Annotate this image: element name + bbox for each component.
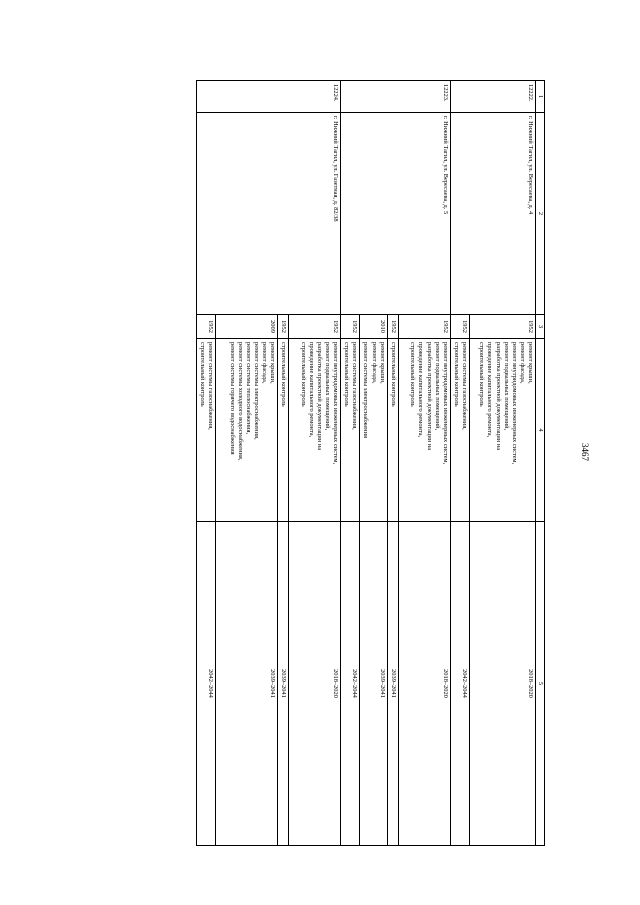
work-item: ремонт системы электроснабжения, <box>252 342 260 440</box>
work-item: строительный контроль <box>478 342 486 407</box>
work-item: ремонт фасада, <box>370 342 378 384</box>
works-cell <box>196 339 215 522</box>
table-row <box>289 81 341 846</box>
period-cell: 2018–2020 <box>398 522 450 846</box>
works-cell <box>216 339 278 522</box>
period-cell: 2039–2041 <box>216 522 278 846</box>
work-item: строительный контроль <box>198 342 206 407</box>
work-item: строительный контроль <box>452 342 460 407</box>
table-area <box>78 80 545 845</box>
work-item: строительный контроль <box>299 342 307 407</box>
work-item: разработка проектной документации на <box>494 342 502 451</box>
header-col-3: 3 <box>535 315 544 339</box>
works-cell <box>469 339 535 522</box>
table-header-row <box>535 81 544 846</box>
work-item: ремонт системы теплоснабжения, <box>244 342 252 435</box>
header-col-5: 5 <box>535 522 544 846</box>
period-cell: 2018–2020 <box>469 522 535 846</box>
work-item: строительный контроль <box>280 342 288 407</box>
works-cell <box>341 339 360 522</box>
year-cell: 1952 <box>387 315 398 339</box>
address-cell: г. Нижний Тагил, ул. Газетная, д. 82/38 <box>196 113 340 315</box>
year-cell: 1952 <box>196 315 215 339</box>
works-cell <box>387 339 398 522</box>
work-item: проведение капитального ремонта, <box>307 342 315 438</box>
address-cell: г. Нижний Тагил, ул. Вересаева, д. 5 <box>341 113 451 315</box>
year-cell: 1952 <box>398 315 450 339</box>
work-item: ремонт внутридомовых инженерных систем, <box>332 342 340 465</box>
period-cell: 2039–2041 <box>387 522 398 846</box>
rotated-table-canvas <box>78 80 545 845</box>
work-item: ремонт крыши, <box>526 342 534 384</box>
period-cell: 2042–2044 <box>196 522 215 846</box>
year-cell: 1952 <box>450 315 469 339</box>
header-col-1: 1 <box>535 81 544 113</box>
period-cell: 2018–2020 <box>289 522 341 846</box>
year-cell: 1952 <box>278 315 289 339</box>
year-cell: 2010 <box>360 315 387 339</box>
work-item: разработка проектной документации на <box>425 342 433 451</box>
row-number: 12224. <box>196 81 340 113</box>
header-col-4: 4 <box>535 339 544 522</box>
page-number: 3467 <box>580 443 590 461</box>
work-item: ремонт системы газоснабжения, <box>351 342 359 430</box>
work-item: проведение капитального ремонта, <box>486 342 494 438</box>
work-item: строительный контроль <box>389 342 397 407</box>
work-item: ремонт системы горячего водоснабжения <box>228 342 236 455</box>
works-cell <box>278 339 289 522</box>
table-row <box>398 81 450 846</box>
work-item: ремонт подвальных помещений, <box>433 342 441 431</box>
work-item: строительный контроль <box>343 342 351 407</box>
work-item: разработка проектной документации на <box>315 342 323 451</box>
work-item: строительный контроль <box>409 342 417 407</box>
work-item: ремонт подвальных помещений, <box>502 342 510 431</box>
works-cell <box>398 339 450 522</box>
work-item: ремонт крыши, <box>269 342 277 384</box>
work-item: ремонт системы газоснабжения, <box>207 342 215 430</box>
period-cell: 2039–2041 <box>360 522 387 846</box>
year-cell: 1952 <box>289 315 341 339</box>
work-item: ремонт подвальных помещений, <box>324 342 332 431</box>
period-cell: 2042–2044 <box>450 522 469 846</box>
table-row <box>469 81 535 846</box>
work-item: ремонт внутридомовых инженерных систем, <box>441 342 449 465</box>
repair-schedule-table <box>196 80 545 846</box>
year-cell: 2009 <box>216 315 278 339</box>
work-item: ремонт фасада, <box>260 342 268 384</box>
work-item: ремонт крыши, <box>378 342 386 384</box>
work-item: ремонт системы газоснабжения, <box>460 342 468 430</box>
year-cell: 1952 <box>469 315 535 339</box>
address-cell: г. Нижний Тагил, ул. Вересаева, д. 4 <box>450 113 535 315</box>
period-cell: 2042–2044 <box>341 522 360 846</box>
works-cell <box>450 339 469 522</box>
work-item: ремонт системы холодного водоснабжения, <box>236 342 244 461</box>
work-item: ремонт внутридомовых инженерных систем, <box>510 342 518 465</box>
row-number: 12222. <box>450 81 535 113</box>
work-item: ремонт системы электроснабжения <box>362 342 370 438</box>
table-body <box>196 81 535 846</box>
works-cell <box>289 339 341 522</box>
header-col-2: 2 <box>535 113 544 315</box>
work-item: проведение капитального ремонта, <box>417 342 425 438</box>
year-cell: 1952 <box>341 315 360 339</box>
works-cell <box>360 339 387 522</box>
row-number: 12223. <box>341 81 451 113</box>
period-cell: 2039–2041 <box>278 522 289 846</box>
work-item: ремонт фасада, <box>518 342 526 384</box>
